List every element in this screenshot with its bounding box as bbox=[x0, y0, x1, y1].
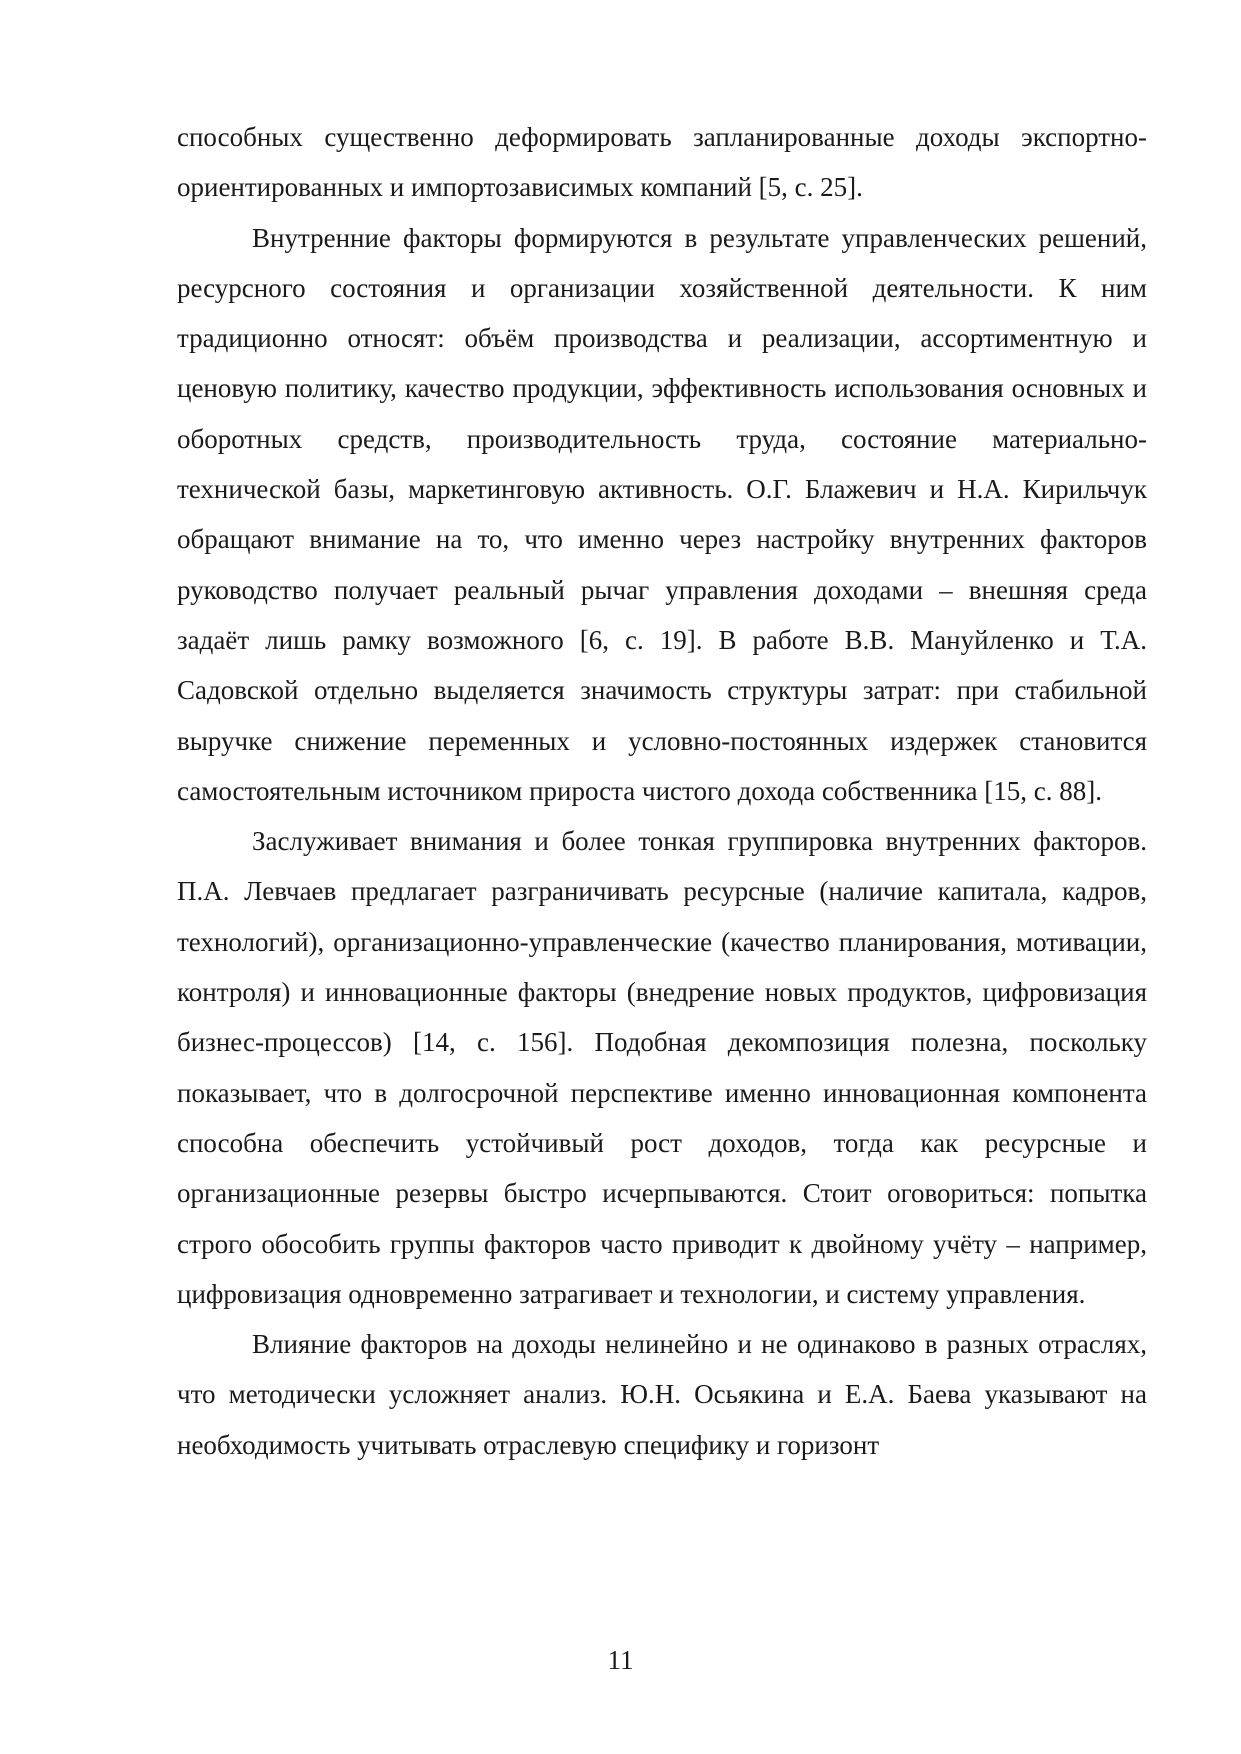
paragraph-3: Заслуживает внимания и более тонкая группировка внутренних факторов. П.А. Левчаев предлагает разграничивать ресурсные (наличие капитала, кадров, технологий), организационно-управленческие (качество планирования, мотивации, контроля) и инновационные факторы (внедрение новых продуктов, цифровизация бизнес-процессов) [14, с. 156]. Подобная декомпозиция полезна, поскольку показывает, что в долгосрочной перспективе именно инновационная компонента способна обеспечить устойчивый рост доходов, тогда как ресурсные и организационные резервы быстро исчерпываются. Стоит оговориться: попытка строго обособить группы факторов часто приводит к двойному учёту – например, цифровизация одновременно затрагивает и технологии, и систему управления. bbox=[177, 826, 1147, 1309]
paragraph-2: Внутренние факторы формируются в результате управленческих решений, ресурсного состояния и организации хозяйственной деятельности. К ним традиционно относят: объём производства и реализации, ассортиментную и ценовую политику, качество продукции, эффективность использования основных и оборотных средств, производительность труда, состояние материально-технической базы, маркетинговую активность. О.Г. Блажевич и Н.А. Кирильчук обращают внимание на то, что именно через настройку внутренних факторов руководство получает реальный рычаг управления доходами – внешняя среда задаёт лишь рамку возможного [6, с. 19]. В работе В.В. Мануйленко и Т.А. Садовской отдельно выделяется значимость структуры затрат: при стабильной выручке снижение переменных и условно-постоянных издержек становится самостоятельным источником прироста чистого дохода собственника [15, с. 88]. bbox=[177, 222, 1147, 806]
paragraph-1: способных существенно деформировать запланированные доходы экспортно-ориентированных и импортозависимых компаний [5, с. 25]. bbox=[177, 122, 1147, 203]
paragraph-4: Влияние факторов на доходы нелинейно и не одинаково в разных отраслях, что методически усложняет анализ. Ю.Н. Осьякина и Е.А. Баева указывают на необходимость учитывать отраслевую специфику и горизонт bbox=[177, 1329, 1147, 1460]
body-text bbox=[177, 112, 1147, 1470]
page-number: 11 bbox=[607, 1645, 634, 1675]
